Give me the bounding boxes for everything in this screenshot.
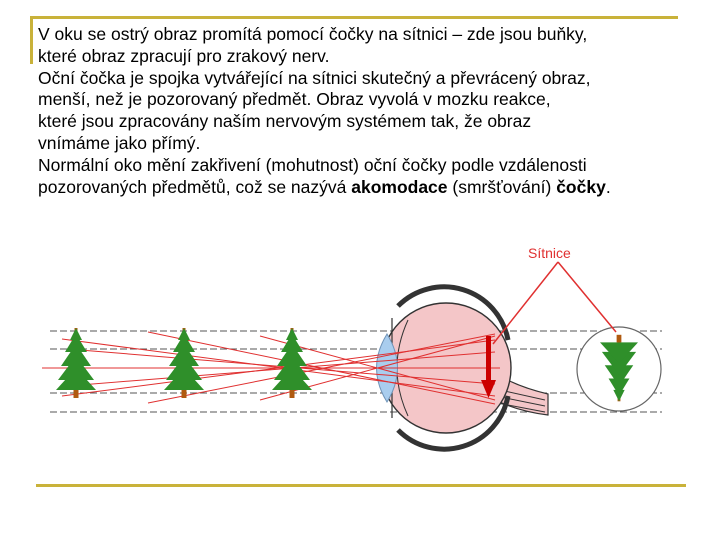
guide-lines: [50, 331, 662, 412]
text-line-4: menší, než je pozorovaný předmět. Obraz vyvolá v mozku reakce,: [38, 89, 551, 110]
frame-bottom-border: [36, 484, 686, 487]
text-line-2: které obraz zpracují pro zrakový nerv.: [38, 45, 330, 66]
text-line-6: vnímáme jako přímý.: [38, 132, 201, 153]
retina-pointer-lines: [493, 262, 616, 344]
term-cocky: čočky: [556, 176, 606, 197]
retina-label: Sítnice: [528, 245, 571, 261]
text-line-3: Oční čočka je spojka vytvářející na sítnici skutečný a převrácený obraz,: [38, 67, 591, 88]
text-line-8-mid: (smršťování): [447, 176, 557, 197]
text-line-1: V oku se ostrý obraz promítá pomocí čočky na sítnici – zde jsou buňky,: [38, 24, 588, 44]
text-line-8-end: .: [605, 176, 611, 197]
tree-object-icon: [56, 328, 96, 398]
text-line-7: Normální oko mění zakřivení (mohutnost) oční čočky podle vzdálenosti: [38, 154, 587, 175]
text-line-5: které jsou zpracovány naším nervovým systémem tak, že obraz: [38, 111, 532, 132]
tree-object-icon: [164, 328, 204, 398]
tree-object-icon: [272, 328, 312, 398]
term-akomodace: akomodace: [351, 176, 448, 197]
text-line-8-start: pozorovaných předmětů, což se nazývá: [38, 176, 352, 197]
